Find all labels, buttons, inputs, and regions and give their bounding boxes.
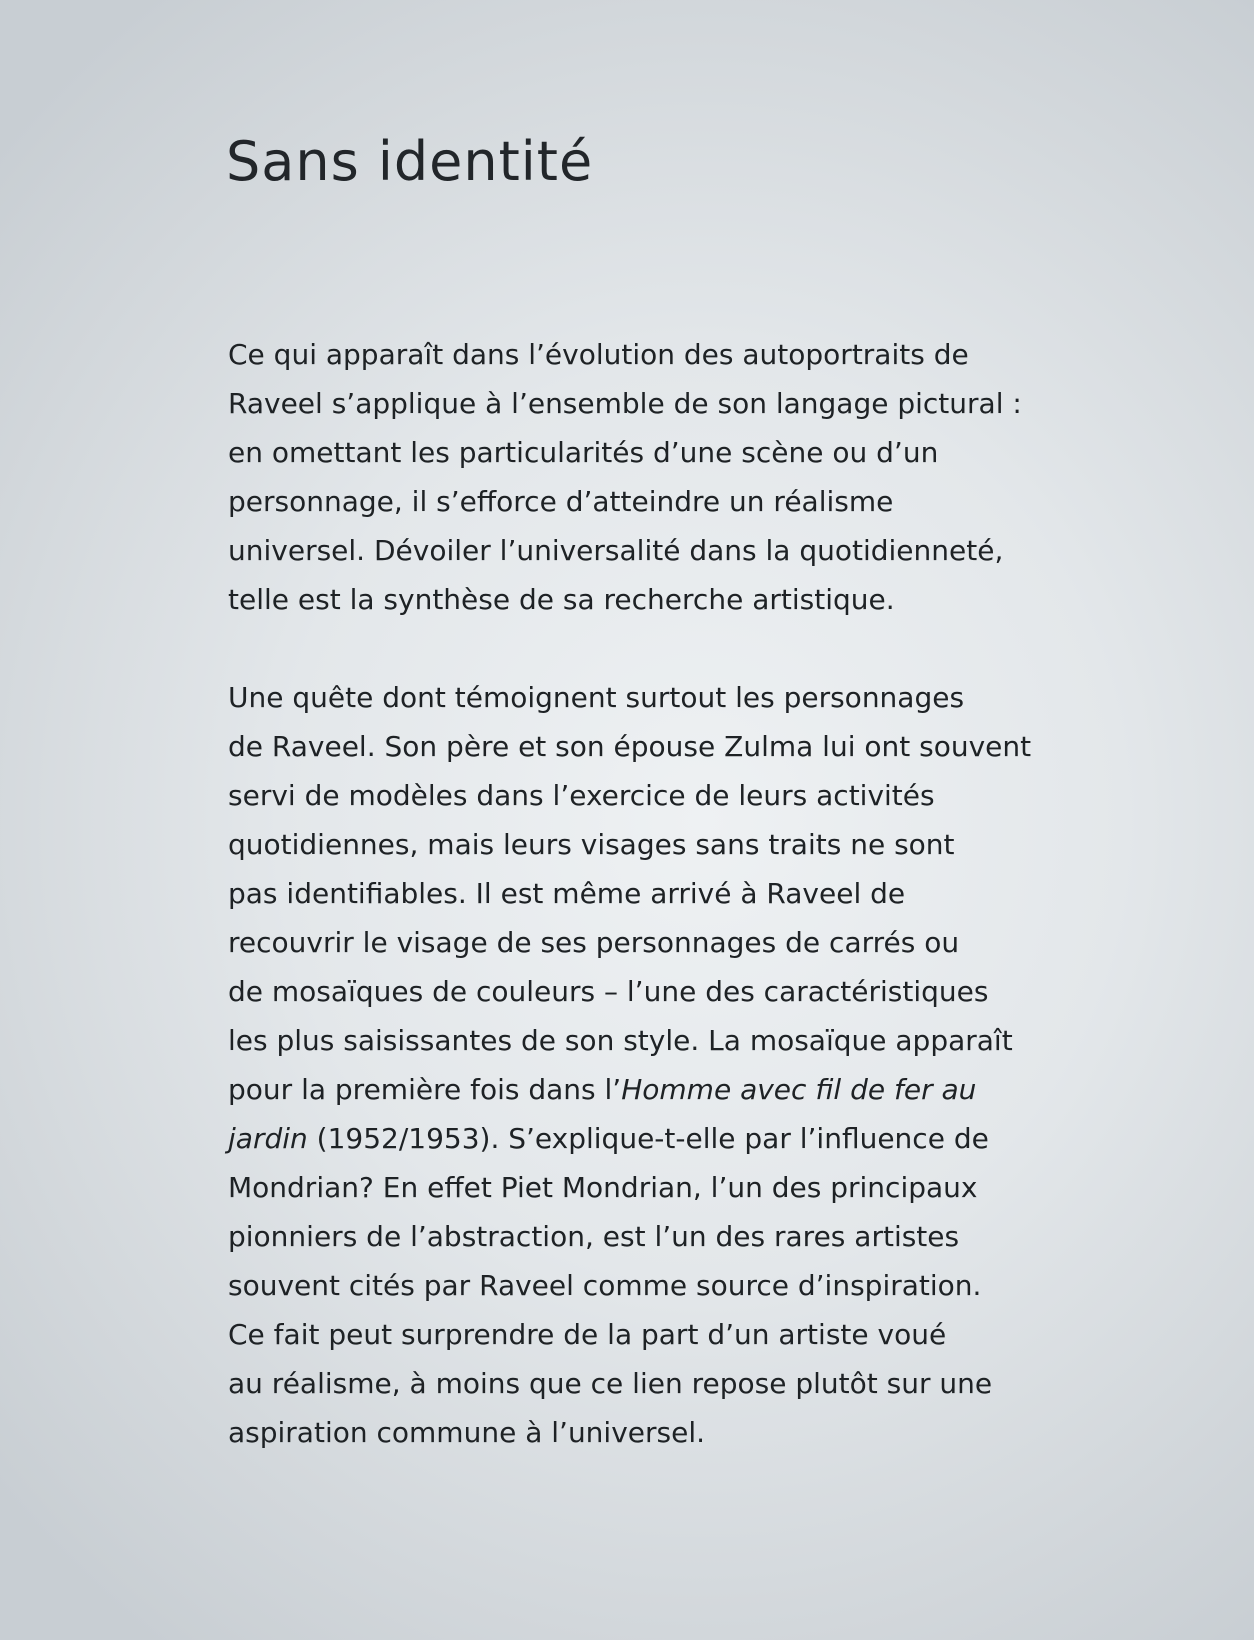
text-line: servi de modèles dans l’exercice de leurs activités (228, 779, 935, 812)
text-line: aspiration commune à l’universel. (228, 1416, 706, 1449)
panel-body (228, 330, 1148, 1457)
text-line: pas identifiables. Il est même arrivé à Raveel de (228, 877, 906, 910)
text-line: en omettant les particularités d’une scène ou d’un (228, 436, 939, 469)
text-line: universel. Dévoiler l’universalité dans la quotidienneté, (228, 534, 1004, 567)
text-line (228, 1065, 1148, 1114)
artwork-title-part-1: Homme avec fil de fer au (621, 1073, 977, 1106)
paragraph-1 (228, 330, 1148, 624)
line-text: pour la première fois dans l’ (228, 1073, 622, 1106)
text-line: les plus saisissantes de son style. La mosaïque apparaît (228, 1024, 1013, 1057)
text-line: Ce qui apparaît dans l’évolution des autoportraits de (228, 338, 969, 371)
artwork-title-part-2: jardin (228, 1122, 308, 1155)
text-line: Une quête dont témoignent surtout les personnages (228, 681, 965, 714)
text-line: Ce fait peut surprendre de la part d’un artiste voué (228, 1318, 947, 1351)
panel-title: Sans identité (226, 130, 594, 193)
text-line: Raveel s’applique à l’ensemble de son langage pictural : (228, 387, 1022, 420)
text-line: Mondrian? En effet Piet Mondrian, l’un des principaux (228, 1171, 978, 1204)
line-text: (1952/1953). S’explique-t-elle par l’influence de (307, 1122, 989, 1155)
text-line: recouvrir le visage de ses personnages de carrés ou (228, 926, 960, 959)
text-line: au réalisme, à moins que ce lien repose plutôt sur une (228, 1367, 993, 1400)
text-line: souvent cités par Raveel comme source d’inspiration. (228, 1269, 982, 1302)
text-line: de Raveel. Son père et son épouse Zulma lui ont souvent (228, 730, 1032, 763)
text-line: pionniers de l’abstraction, est l’un des rares artistes (228, 1220, 960, 1253)
text-line: de mosaïques de couleurs – l’une des caractéristiques (228, 975, 989, 1008)
paragraph-2 (228, 673, 1148, 1457)
text-line: personnage, il s’efforce d’atteindre un réalisme (228, 485, 894, 518)
text-line: quotidiennes, mais leurs visages sans traits ne sont (228, 828, 955, 861)
text-line (228, 1114, 1148, 1163)
text-line: telle est la synthèse de sa recherche artistique. (228, 583, 895, 616)
